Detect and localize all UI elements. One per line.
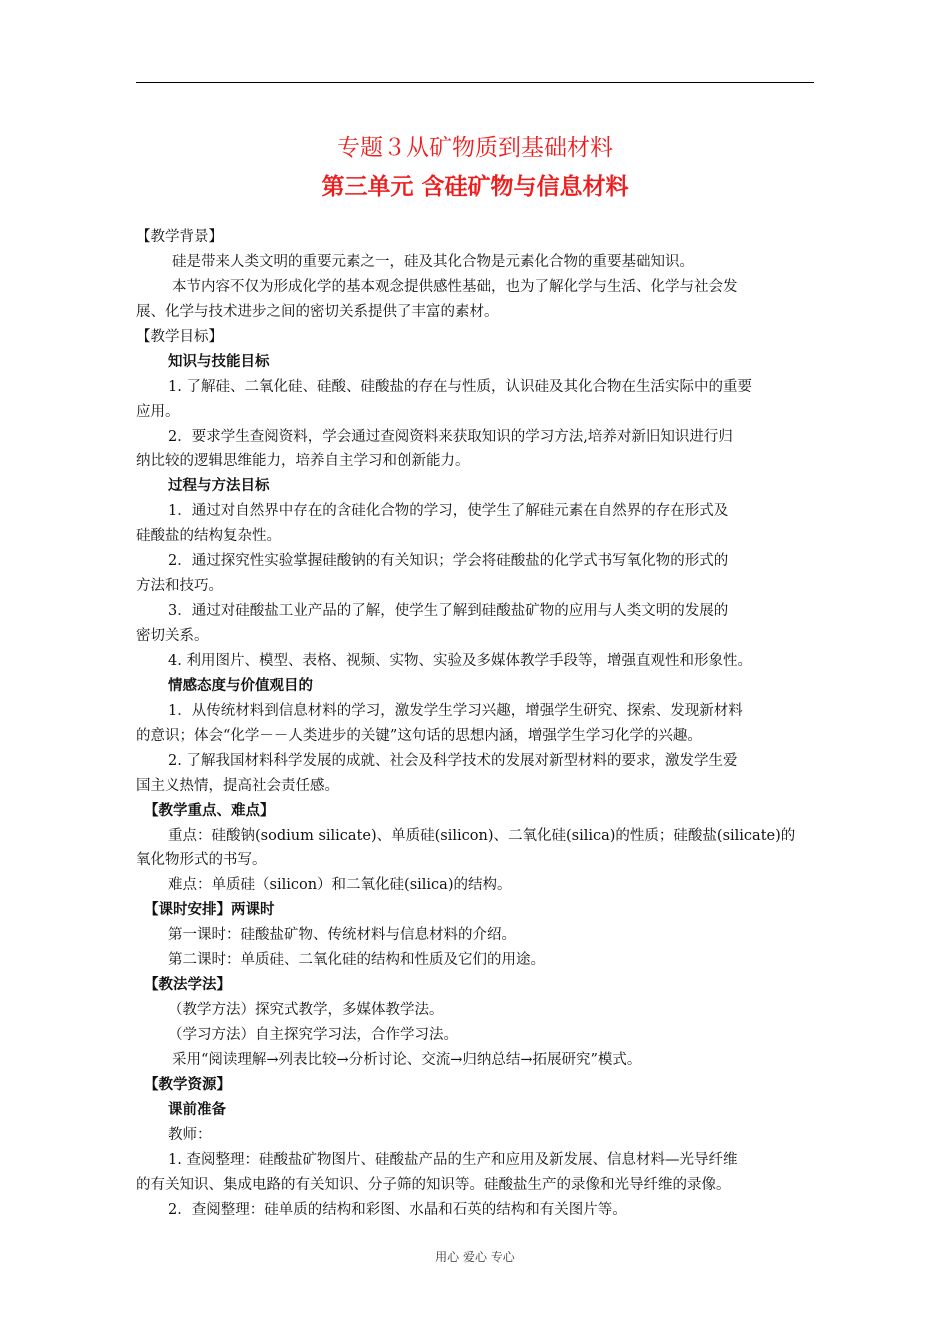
paragraph-line: 硅是带来人类文明的重要元素之一，硅及其化合物是元素化合物的重要基础知识。 xyxy=(172,253,694,270)
paragraph-line: 氧化物形式的书写。 xyxy=(136,852,267,869)
paragraph-line: 第二课时：单质硅、二氧化硅的结构和性质及它们的用途。 xyxy=(168,952,545,969)
list-item-line: 纳比较的逻辑思维能力，培养自主学习和创新能力。 xyxy=(136,453,470,470)
page-footer: 用心 爱心 专心 xyxy=(435,1250,515,1264)
subheading-attitudes-values: 情感态度与价值观目的 xyxy=(168,676,313,694)
section-heading-resources: 【教学资源】 xyxy=(144,1075,231,1093)
paragraph-line: 第一课时：硅酸盐矿物、传统材料与信息材料的介绍。 xyxy=(168,927,516,944)
paragraph-line: 展、化学与技术进步之间的密切关系提供了丰富的素材。 xyxy=(136,303,499,320)
list-item-line: 国主义热情，提高社会责任感。 xyxy=(136,777,339,794)
document-body xyxy=(136,225,816,1223)
list-item-line: 的意识；体会“化学－－人类进步的关键”这句话的思想内涵，增强学生学习化学的兴趣。 xyxy=(136,727,702,744)
list-item-line: 的有关知识、集成电路的有关知识、分子筛的知识等。硅酸盐生产的录像和光导纤维的录像。 xyxy=(136,1176,731,1193)
paragraph-line: 重点：硅酸钠(sodium silicate)、单质硅(silicon)、二氧化硅(silica)的性质；硅酸盐(silicate)的 xyxy=(168,827,796,844)
list-item-line: 1．通过对自然界中存在的含硅化合物的学习，使学生了解硅元素在自然界的存在形式及 xyxy=(168,503,729,520)
paragraph-line: 教师： xyxy=(168,1126,212,1143)
list-item-line: 3．通过对硅酸盐工业产品的了解，使学生了解到硅酸盐矿物的应用与人类文明的发展的 xyxy=(168,603,729,620)
paragraph-line: （教学方法）探究式教学，多媒体教学法。 xyxy=(168,1002,444,1019)
list-item-line: 1. 查阅整理：硅酸盐矿物图片、硅酸盐产品的生产和应用及新发展、信息材料—光导纤维 xyxy=(168,1151,738,1168)
list-item-line: 硅酸盐的结构复杂性。 xyxy=(136,528,281,545)
list-item-line: 应用。 xyxy=(136,403,180,420)
document-subtitle: 第三单元 含硅矿物与信息材料 xyxy=(321,174,629,200)
paragraph-line: 采用“阅读理解→列表比较→分析讨论、交流→归纳总结→拓展研究”模式。 xyxy=(172,1051,642,1068)
header-rule xyxy=(136,82,814,83)
list-item-line: 4. 利用图片、模型、表格、视频、实物、实验及多媒体教学手段等，增强直观性和形象性。 xyxy=(168,652,752,669)
list-item-line: 2．查阅整理：硅单质的结构和彩图、水晶和石英的结构和有关图片等。 xyxy=(168,1201,627,1218)
list-item-line: 1. 了解硅、二氧化硅、硅酸、硅酸盐的存在与性质，认识硅及其化合物在生活实际中的重要 xyxy=(168,378,752,395)
list-item-line: 2．要求学生查阅资料，学会通过查阅资料来获取知识的学习方法,培养对新旧知识进行归 xyxy=(168,428,733,445)
section-heading-key-points: 【教学重点、难点】 xyxy=(144,801,275,819)
paragraph-line: （学习方法）自主探究学习法，合作学习法。 xyxy=(168,1027,458,1043)
list-item-line: 方法和技巧。 xyxy=(136,578,223,595)
list-item-line: 密切关系。 xyxy=(136,628,209,644)
section-heading-objectives: 【教学目标】 xyxy=(136,328,223,345)
paragraph-line: 本节内容不仅为形成化学的基本观念提供感性基础，也为了解化学与生活、化学与社会发 xyxy=(172,278,738,295)
subheading-process-methods: 过程与方法目标 xyxy=(168,477,270,495)
section-heading-background: 【教学背景】 xyxy=(136,229,223,245)
list-item-line: 2．通过探究性实验掌握硅酸钠的有关知识；学会将硅酸盐的化学式书写氧化物的形式的 xyxy=(168,553,729,570)
paragraph-line: 难点：单质硅（silicon）和二氧化硅(silica)的结构。 xyxy=(168,877,512,894)
document-title: 专题３从矿物质到基础材料 xyxy=(337,135,613,161)
section-heading-schedule: 【课时安排】两课时 xyxy=(144,901,275,919)
subheading-knowledge-skills: 知识与技能目标 xyxy=(168,352,270,370)
subheading-preparation: 课前准备 xyxy=(168,1100,226,1118)
list-item-line: 1．从传统材料到信息材料的学习，激发学生学习兴趣，增强学生研究、探索、发现新材料 xyxy=(168,702,743,719)
section-heading-methods: 【教法学法】 xyxy=(144,976,231,994)
list-item-line: 2. 了解我国材料科学发展的成就、社会及科学技术的发展对新型材料的要求，激发学生爱 xyxy=(168,752,738,769)
